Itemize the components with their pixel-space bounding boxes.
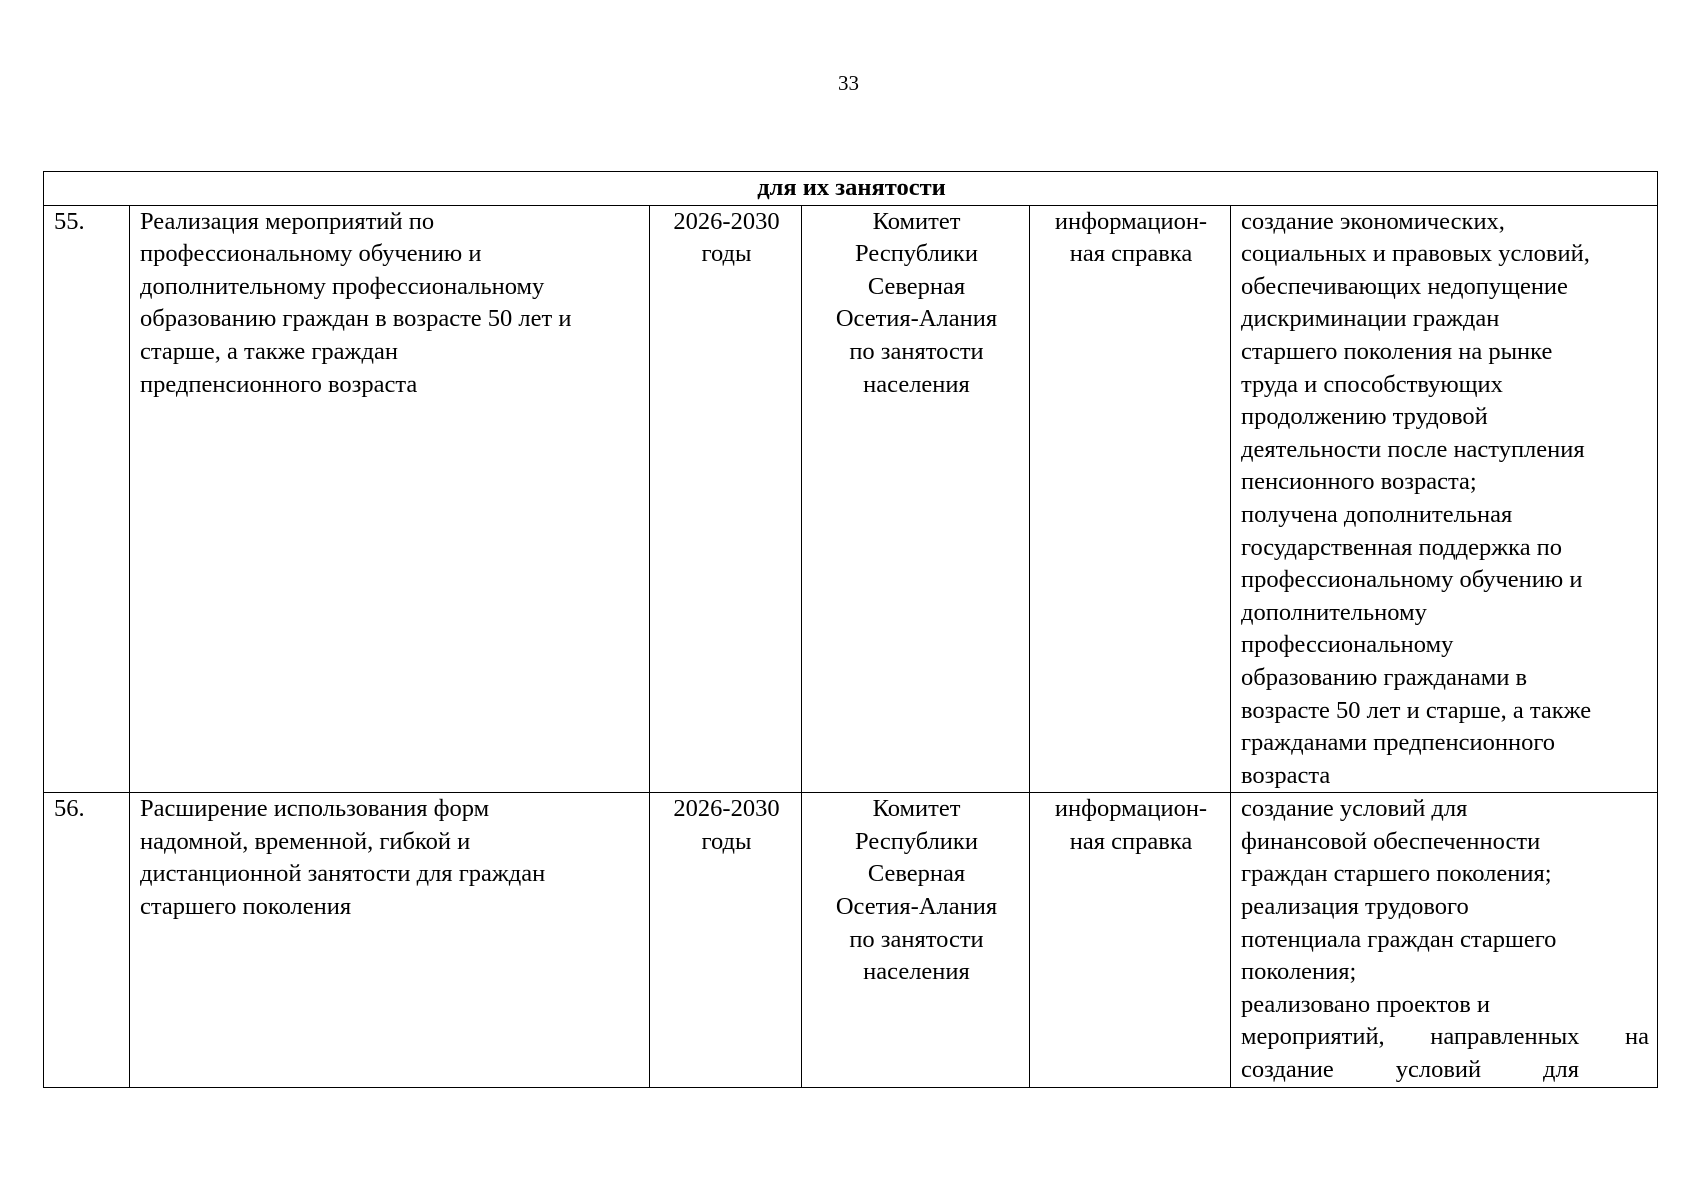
report-form-cell: информацион- ная справка bbox=[1030, 205, 1231, 793]
expected-result-text: создание условий для финансовой обеспеченности граждан старшего поколения; реализация трудового потенциала граждан старшего поколения; реализовано проектов и bbox=[1241, 795, 1557, 1018]
expected-result-justified-line: создание условий для bbox=[1241, 1056, 1579, 1084]
expected-result-justified-line: мероприятий, направленных на bbox=[1241, 1023, 1649, 1051]
row-number: 55. bbox=[44, 205, 130, 793]
action-cell: Расширение использования форм надомной, временной, гибкой и дистанционной занятости для граждан старшего поколения bbox=[130, 793, 650, 1087]
table-row bbox=[44, 205, 1658, 793]
expected-result-cell: создание экономических, социальных и правовых условий, обеспечивающих недопущение дискриминации граждан старшего поколения на рынке труда и способствующих продолжению трудовой деятельности после наступления пенсионного возраста; получена дополнительная государственная поддержка по профессиональному обучению и дополнительному профессиональному образованию гражданами в возрасте 50 лет и старше, а также гражданами предпенсионного возраста bbox=[1231, 205, 1658, 793]
period-cell: 2026-2030 годы bbox=[650, 205, 802, 793]
report-form-cell: информацион- ная справка bbox=[1030, 793, 1231, 1087]
table-row bbox=[44, 793, 1658, 1087]
expected-result-cell bbox=[1231, 793, 1658, 1087]
period-cell: 2026-2030 годы bbox=[650, 793, 802, 1087]
measures-table bbox=[43, 171, 1658, 1088]
section-title: для их занятости bbox=[44, 172, 1658, 206]
executor-cell: Комитет Республики Северная Осетия-Алания по занятости населения bbox=[802, 793, 1030, 1087]
section-header-row bbox=[44, 172, 1658, 206]
page-number: 33 bbox=[838, 71, 859, 95]
row-number: 56. bbox=[44, 793, 130, 1087]
executor-cell: Комитет Республики Северная Осетия-Алания по занятости населения bbox=[802, 205, 1030, 793]
action-cell: Реализация мероприятий по профессиональному обучению и дополнительному профессиональному образованию граждан в возрасте 50 лет и старше, а также граждан предпенсионного возраста bbox=[130, 205, 650, 793]
